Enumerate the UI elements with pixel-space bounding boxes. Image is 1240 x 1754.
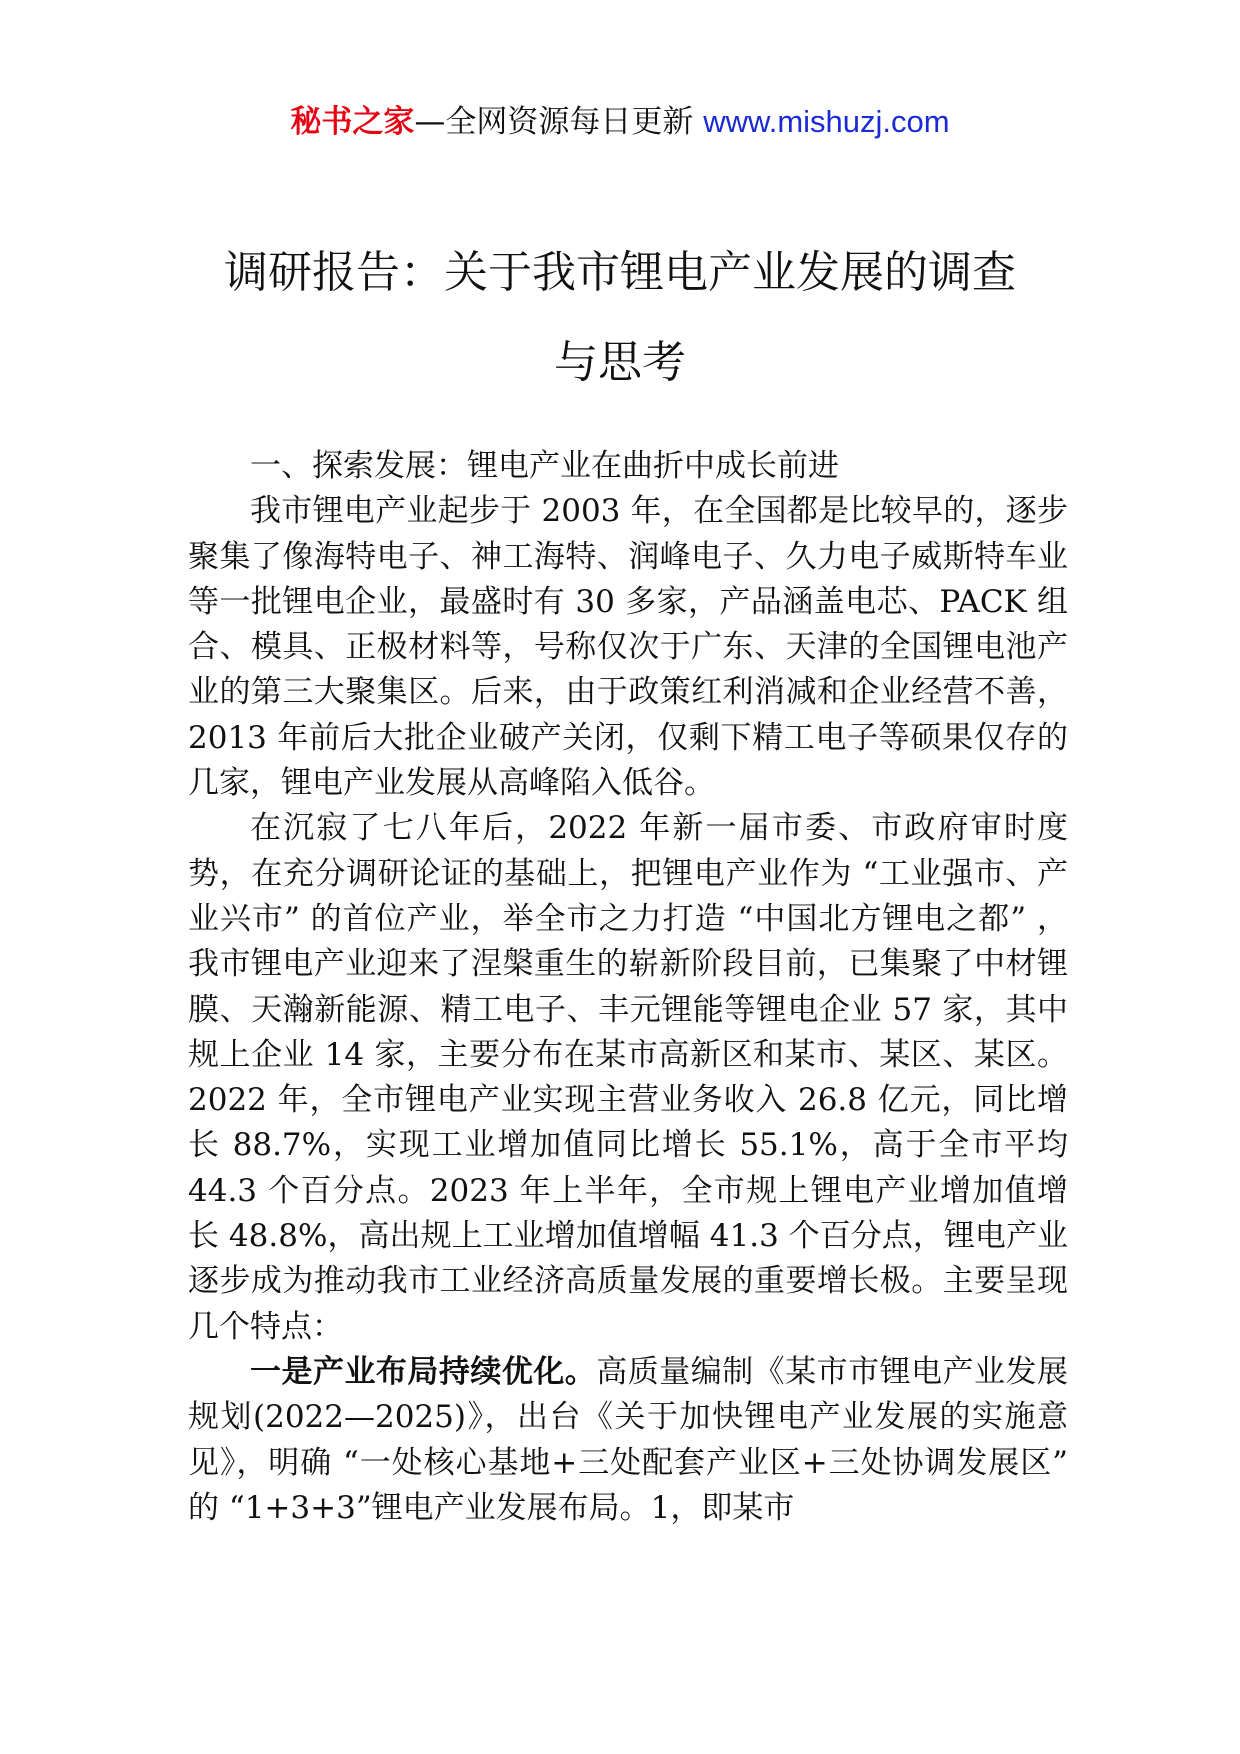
site-url-link[interactable]: www.mishuzj.com	[703, 104, 950, 139]
paragraph-3-lead: 一是产业布局持续优化。	[250, 1353, 597, 1390]
paragraph-3	[188, 1350, 1068, 1531]
paragraph-3-text: 高质量编制《某市市锂电产业发展规划(2022—2025)》，出台《关于加快锂电产业发展的实施意见》，明确 “一处核心基地+三处配套产业区+三处协调发展区” 的 “1+3+3”锂电产业发展布局。1，即某市	[188, 1353, 1068, 1526]
document-title-line1: 调研报告：关于我市锂电产业发展的调查	[224, 247, 1016, 298]
section-heading-1: 一、探索发展：锂电产业在曲折中成长前进	[250, 448, 839, 484]
site-brand: 秘书之家	[290, 104, 415, 140]
paragraph-1: 我市锂电产业起步于 2003 年，在全国都是比较早的，逐步聚集了像海特电子、神工海特、润峰电子、久力电子威斯特车业等一批锂电企业，最盛时有 30 多家，产品涵盖电芯、PACK 组合、模具、正极材料等，号称仅次于广东、天津的全国锂电池产业的第三大聚集区。后来，由于政策红利消减和企业经营不善，2013 年前后大批企业破产关闭，仅剩下精工电子等硕果仅存的几家，锂电产业发展从高峰陷入低谷。	[188, 493, 1068, 802]
site-header	[0, 100, 1240, 144]
document-title	[150, 228, 1090, 408]
document-title-line2: 与思考	[554, 337, 686, 388]
document-body	[188, 444, 1068, 1531]
site-tagline: —全网资源每日更新	[414, 104, 704, 140]
paragraph-2: 在沉寂了七八年后，2022 年新一届市委、市政府审时度势，在充分调研论证的基础上，把锂电产业作为 “工业强市、产业兴市” 的首位产业，举全市之力打造 “中国北方锂电之都” ，我市锂电产业迎来了涅槃重生的崭新阶段目前，已集聚了中材锂膜、天瀚新能源、精工电子、丰元锂能等锂电企业 57 家，其中规上企业 14 家，主要分布在某市高新区和某市、某区、某区。2022 年，全市锂电产业实现主营业务收入 26.8 亿元，同比增长 88.7%，实现工业增加值同比增长 55.1%，高于全市平均 44.3 个百分点。2023 年上半年，全市规上锂电产业增加值增长 48.8%，高出规上工业增加值增幅 41.3 个百分点，锂电产业逐步成为推动我市工业经济高质量发展的重要增长极。主要呈现几个特点：	[188, 810, 1068, 1345]
